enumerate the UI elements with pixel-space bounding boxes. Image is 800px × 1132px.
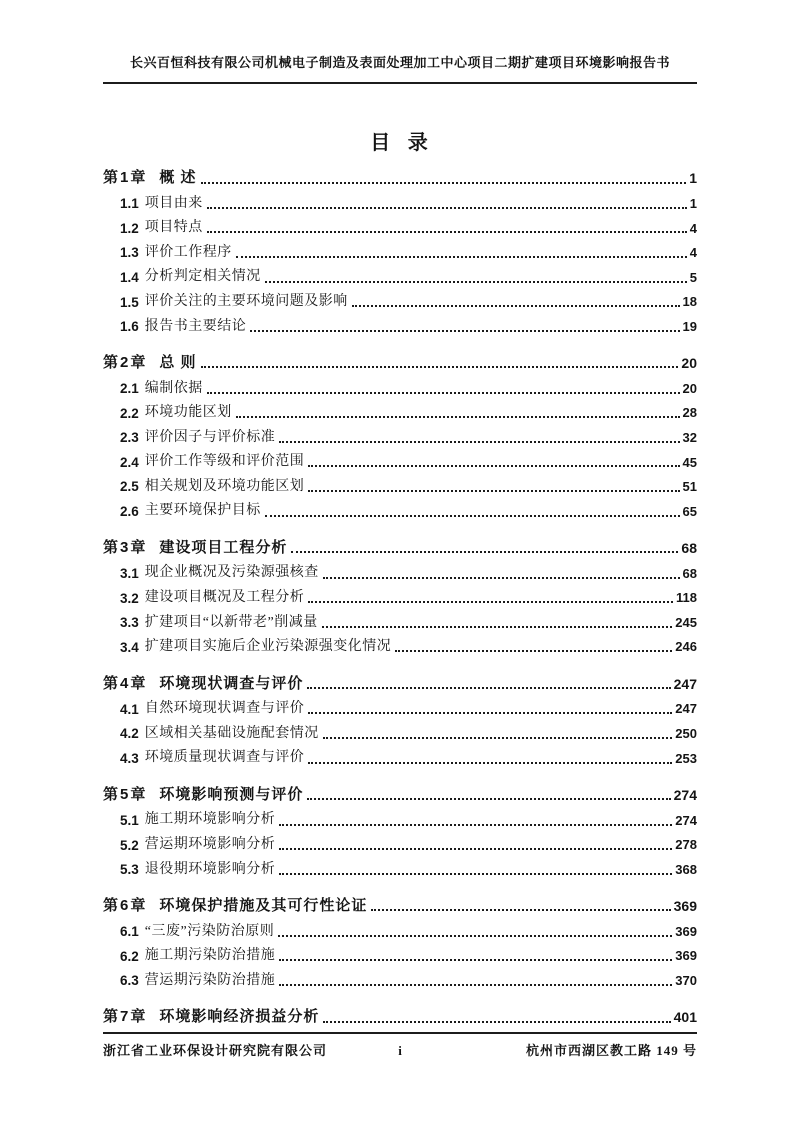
dotted-leader	[307, 687, 670, 689]
dotted-leader	[279, 873, 672, 875]
toc-section-row[interactable]	[120, 499, 697, 524]
footer-company: 浙江省工业环保设计研究院有限公司	[103, 1043, 328, 1058]
toc-entry-number: 6.1	[120, 924, 139, 940]
dotted-leader	[323, 577, 680, 579]
dotted-leader	[395, 650, 672, 652]
dotted-leader	[250, 330, 679, 332]
toc-entry-number: 2.3	[120, 430, 139, 446]
toc-entry-title: 评价关注的主要环境问题及影响	[144, 293, 348, 309]
toc-entry-title: 环境保护措施及其可行性论证	[159, 896, 368, 914]
toc-entry-title: 营运期环境影响分析	[144, 836, 276, 852]
toc-chapter-row[interactable]	[103, 892, 697, 920]
dotted-leader	[279, 441, 679, 443]
toc-section-row[interactable]	[120, 833, 697, 858]
toc-section-row[interactable]	[120, 969, 697, 994]
toc-entry-page-number: 369	[675, 948, 697, 964]
toc-list	[103, 164, 697, 1031]
toc-entry-title: 环境影响经济损益分析	[159, 1008, 320, 1026]
toc-entry-title: 退役期环境影响分析	[144, 861, 276, 877]
toc-entry-number: 第1章	[103, 169, 148, 186]
toc-entry-page-number: 246	[675, 639, 697, 655]
toc-entry-number: 1.4	[120, 270, 139, 286]
dotted-leader	[352, 305, 680, 307]
toc-entry-page-number: 274	[675, 812, 697, 828]
toc-entry-page-number: 20	[681, 355, 697, 372]
dotted-leader	[307, 798, 670, 800]
toc-section-row[interactable]	[120, 216, 697, 241]
toc-entry-page-number: 278	[675, 837, 697, 853]
toc-entry-number: 2.5	[120, 479, 139, 495]
toc-entry-page-number: 4	[689, 220, 697, 236]
toc-entry-title: 扩建项目实施后企业污染源强变化情况	[144, 639, 392, 655]
toc-section-row[interactable]	[120, 746, 697, 771]
toc-entry-title: 环境功能区划	[144, 405, 232, 421]
dotted-leader	[308, 490, 679, 492]
dotted-leader	[207, 231, 687, 233]
toc-entry-number: 5.2	[120, 837, 139, 853]
dotted-leader	[207, 392, 680, 394]
toc-entry-number: 4.1	[120, 701, 139, 717]
dotted-leader	[236, 416, 680, 418]
toc-entry-page-number: 250	[675, 726, 697, 742]
toc-entry-page-number: 1	[689, 170, 697, 187]
toc-section-row[interactable]	[120, 857, 697, 882]
toc-entry-title: 建设项目工程分析	[159, 538, 288, 556]
dotted-leader	[201, 366, 679, 368]
toc-entry-title: 项目由来	[144, 195, 203, 211]
toc-entry-title: 施工期环境影响分析	[144, 812, 276, 828]
toc-entry-title: 报告书主要结论	[144, 318, 247, 334]
dotted-leader	[308, 601, 673, 603]
toc-entry-page-number: 68	[682, 565, 697, 581]
toc-entry-page-number: 274	[673, 787, 697, 803]
toc-entry-title: 环境现状调查与评价	[159, 674, 304, 692]
toc-entry-number: 2.1	[120, 381, 139, 397]
dotted-leader	[323, 737, 673, 739]
toc-entry-page-number: 369	[673, 898, 697, 915]
toc-entry-page-number: 247	[673, 675, 697, 692]
toc-entry-title: 相关规划及环境功能区划	[144, 478, 305, 494]
toc-entry-title: 扩建项目“以新带老”削减量	[144, 614, 318, 630]
toc-entry-page-number: 5	[689, 269, 697, 285]
page-header	[103, 52, 697, 84]
toc-entry-page-number: 51	[682, 479, 697, 495]
toc-entry-page-number: 28	[682, 405, 697, 421]
toc-entry-page-number: 118	[676, 590, 697, 606]
toc-section-row[interactable]	[120, 376, 697, 401]
toc-entry-number: 第2章	[103, 353, 148, 371]
toc-chapter-row[interactable]	[103, 1003, 697, 1031]
toc-entry-title: 建设项目概况及工程分析	[144, 590, 305, 605]
toc-entry-title: “三废”污染防治原则	[144, 923, 275, 939]
dotted-leader	[323, 1021, 670, 1023]
dotted-leader	[207, 207, 687, 209]
toc-chapter-row[interactable]	[103, 164, 697, 192]
toc-entry-page-number: 68	[681, 540, 697, 557]
toc-entry-page-number: 20	[682, 380, 697, 396]
toc-section-row[interactable]	[120, 401, 697, 426]
dotted-leader	[265, 281, 687, 283]
dotted-leader	[279, 848, 672, 850]
toc-entry-title: 营运期污染防治措施	[144, 972, 276, 988]
dotted-leader	[265, 515, 680, 517]
toc-entry-number: 第4章	[103, 674, 148, 692]
toc-entry-page-number: 65	[682, 503, 697, 519]
toc-entry-number: 1.2	[120, 220, 139, 236]
toc-entry-page-number: 4	[689, 245, 697, 261]
toc-section-row[interactable]	[120, 426, 697, 451]
toc-entry-page-number: 1	[689, 195, 697, 211]
toc-entry-number: 5.1	[120, 813, 139, 829]
toc-entry-number: 3.3	[120, 615, 139, 631]
toc-entry-page-number: 401	[673, 1009, 697, 1026]
toc-section-row[interactable]	[120, 450, 697, 475]
toc-entry-title: 评价工作程序	[144, 244, 232, 260]
footer-address: 杭州市西湖区教工路 149 号	[525, 1043, 697, 1058]
toc-entry-page-number: 369	[675, 923, 697, 939]
toc-entry-number: 1.3	[120, 245, 139, 261]
toc-section-row[interactable]	[120, 241, 697, 266]
toc-section-row[interactable]	[120, 635, 697, 660]
toc-entry-page-number: 247	[675, 701, 697, 717]
dotted-leader	[278, 935, 672, 937]
toc-section-row[interactable]	[120, 265, 697, 290]
toc-entry-number: 4.2	[120, 726, 139, 742]
toc-chapter-row[interactable]	[103, 670, 697, 698]
toc-entry-page-number: 368	[675, 861, 697, 877]
dotted-leader	[279, 984, 672, 986]
toc-entry-title: 现企业概况及污染源强核查	[144, 565, 319, 581]
toc-section-row[interactable]	[120, 192, 697, 217]
dotted-leader	[371, 909, 670, 911]
toc-entry-title: 评价工作等级和评价范围	[144, 454, 305, 470]
toc-entry-page-number: 245	[675, 614, 697, 630]
toc-entry-number: 5.3	[120, 862, 139, 878]
dotted-leader	[291, 551, 678, 553]
footer-page-number: i	[398, 1043, 402, 1058]
dotted-leader	[308, 465, 679, 467]
toc-entry-number: 6.3	[120, 973, 139, 989]
dotted-leader	[201, 182, 687, 184]
toc-entry-page-number: 253	[675, 750, 697, 766]
toc-entry-title: 概 述	[159, 169, 197, 186]
toc-entry-page-number: 45	[682, 454, 697, 470]
toc-entry-number: 2.6	[120, 504, 139, 520]
dotted-leader	[279, 824, 672, 826]
toc-entry-number: 3.2	[120, 590, 139, 606]
toc-section-row[interactable]	[120, 314, 697, 339]
toc-section-row[interactable]	[120, 610, 697, 635]
toc-section-row[interactable]	[120, 808, 697, 833]
dotted-leader	[308, 712, 672, 714]
toc-entry-number: 4.3	[120, 750, 139, 766]
dotted-leader	[308, 762, 672, 764]
header-title: 长兴百恒科技有限公司机械电子制造及表面处理加工中心项目二期扩建项目环境影响报告书	[129, 55, 670, 70]
toc-entry-title: 分析判定相关情况	[144, 269, 261, 285]
toc-entry-title: 自然环境现状调查与评价	[144, 701, 305, 717]
toc-entry-number: 3.4	[120, 639, 139, 655]
dotted-leader	[322, 626, 673, 628]
toc-entry-title: 主要环境保护目标	[144, 503, 261, 519]
toc-entry-page-number: 32	[682, 429, 697, 445]
page-footer	[103, 1032, 697, 1059]
toc-chapter-row[interactable]	[103, 781, 697, 809]
toc-entry-number: 第5章	[103, 785, 148, 803]
dotted-leader	[236, 256, 687, 258]
toc-entry-number: 第7章	[103, 1008, 148, 1026]
toc-entry-page-number: 19	[682, 318, 697, 334]
toc-entry-number: 1.1	[120, 196, 139, 212]
toc-section-row[interactable]	[120, 919, 697, 944]
toc-section-row[interactable]	[120, 561, 697, 586]
toc-entry-title: 总 则	[159, 353, 197, 371]
toc-section-row[interactable]	[120, 722, 697, 747]
toc-section-row[interactable]	[120, 697, 697, 722]
toc-section-row[interactable]	[120, 944, 697, 969]
toc-entry-title: 环境影响预测与评价	[159, 785, 304, 803]
dotted-leader	[279, 959, 672, 961]
toc-chapter-row[interactable]	[103, 349, 697, 377]
toc-section-row[interactable]	[120, 586, 697, 611]
page-title: 目 录	[370, 132, 430, 154]
toc-entry-page-number: 370	[675, 972, 697, 988]
toc-chapter-row[interactable]	[103, 534, 697, 562]
toc-entry-number: 2.2	[120, 405, 139, 421]
toc-section-row[interactable]	[120, 290, 697, 315]
toc-entry-number: 1.5	[120, 294, 139, 310]
toc-entry-title: 编制依据	[144, 380, 203, 396]
toc-entry-page-number: 18	[682, 294, 697, 310]
toc-entry-title: 环境质量现状调查与评价	[144, 750, 305, 766]
toc-entry-number: 2.4	[120, 454, 139, 470]
toc-entry-number: 3.1	[120, 566, 139, 582]
toc-entry-number: 6.2	[120, 948, 139, 964]
toc-entry-title: 评价因子与评价标准	[144, 429, 276, 445]
toc-entry-number: 第3章	[103, 538, 148, 556]
toc-entry-title: 施工期污染防治措施	[144, 948, 276, 964]
toc-entry-title: 区域相关基础设施配套情况	[144, 725, 319, 741]
toc-entry-title: 项目特点	[144, 220, 203, 236]
toc-section-row[interactable]	[120, 475, 697, 500]
toc-entry-number: 第6章	[103, 896, 148, 914]
toc-entry-number: 1.6	[120, 319, 139, 335]
